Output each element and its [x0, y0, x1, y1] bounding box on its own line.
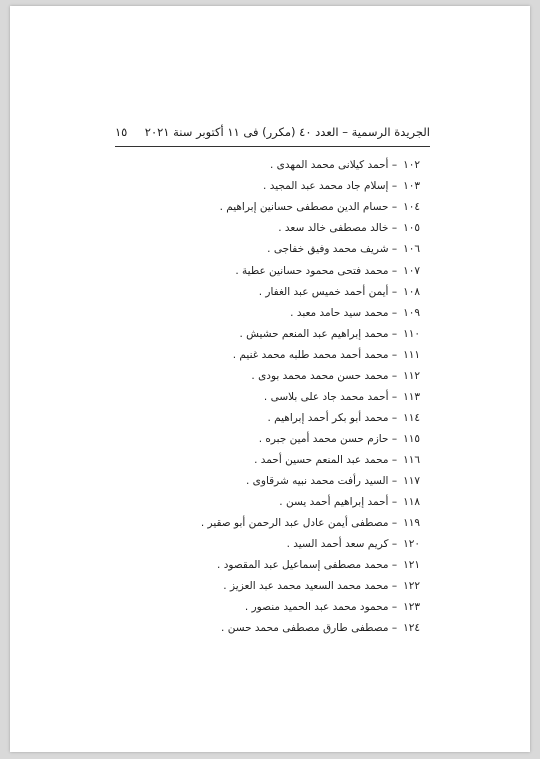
- item-number: ١١٨: [403, 496, 420, 508]
- item-number: ١١٤: [403, 412, 420, 424]
- item-text: – أحمد محمد جاد على بلاسى .: [263, 391, 398, 403]
- item-number: ١٢٣: [403, 601, 420, 613]
- list-item: [270, 157, 420, 173]
- item-text: – كريم سعد أحمد السيد .: [286, 538, 398, 550]
- item-number: ١١٠: [403, 328, 420, 340]
- list-item: [254, 452, 420, 468]
- item-number: ١٢١: [403, 559, 420, 571]
- list-item: [267, 410, 420, 426]
- list-item: [251, 368, 420, 384]
- item-text: – محمد مصطفى إسماعيل عبد المقصود .: [217, 559, 398, 571]
- header-title: الجريدة الرسمية – العدد ٤٠ (مكرر) فى ١١ أكتوبر سنة ٢٠٢١: [144, 125, 430, 139]
- item-text: – محمد عبد المنعم حسين أحمد .: [254, 454, 398, 466]
- list-item: [235, 263, 420, 279]
- item-text: – حسام الدين مصطفى حسانين إبراهيم .: [219, 201, 398, 213]
- item-text: – أيمن أحمد خميس عبد الغفار .: [258, 286, 398, 298]
- item-number: ١١٩: [403, 517, 420, 529]
- item-number: ١١١: [403, 349, 420, 361]
- item-number: ١٠٢: [403, 159, 420, 171]
- names-list: [10, 6, 530, 752]
- list-item: [245, 599, 420, 615]
- list-item: [287, 536, 420, 552]
- item-number: ١٠٥: [403, 222, 420, 234]
- item-text: – محمد محمد السعيد محمد عبد العزيز .: [223, 580, 398, 592]
- list-item: [290, 305, 420, 321]
- item-text: – محمد سيد حامد معبد .: [290, 307, 398, 319]
- list-item: [220, 199, 420, 215]
- item-text: – أحمد إبراهيم أحمد يسن .: [279, 496, 398, 508]
- list-item: [217, 557, 420, 573]
- item-number: ١٢٠: [403, 538, 420, 550]
- item-number: ١١٧: [403, 475, 420, 487]
- item-text: – محمد فتحى محمود حسانين عطية .: [235, 265, 398, 277]
- item-text: – السيد رأفت محمد نبيه شرقاوى .: [246, 475, 398, 487]
- list-item: [233, 347, 420, 363]
- item-number: ١١٥: [403, 433, 420, 445]
- item-number: ١٠٣: [403, 180, 420, 192]
- item-text: – شريف محمد وفيق خفاجى .: [267, 243, 398, 255]
- item-number: ١٢٢: [403, 580, 420, 592]
- item-number: ١١٢: [403, 370, 420, 382]
- item-text: – محمد أبو بكر أحمد إبراهيم .: [267, 412, 398, 424]
- list-item: [259, 284, 420, 300]
- item-text: – مصطفى طارق مصطفى محمد حسن .: [221, 622, 398, 634]
- list-item: [264, 389, 420, 405]
- list-item: [221, 620, 420, 636]
- item-number: ١٠٤: [403, 201, 420, 213]
- list-item: [279, 494, 420, 510]
- list-item: [223, 578, 420, 594]
- item-text: – محمد إبراهيم عبد المنعم حشيش .: [239, 328, 398, 340]
- item-number: ١١٣: [403, 391, 420, 403]
- item-text: – مصطفى أيمن عادل عبد الرحمن أبو صقير .: [200, 517, 398, 529]
- item-number: ١٢٤: [403, 622, 420, 634]
- item-text: – محمود محمد عبد الحميد منصور .: [244, 601, 398, 613]
- document-page: [10, 6, 530, 752]
- list-item: [267, 241, 420, 257]
- item-text: – خالد مصطفى خالد سعد .: [278, 222, 398, 234]
- item-number: ١١٦: [403, 454, 420, 466]
- item-text: – محمد أحمد محمد طلبه محمد غنيم .: [232, 349, 398, 361]
- item-text: – محمد حسن محمد محمد بودى .: [251, 370, 398, 382]
- item-number: ١٠٨: [403, 286, 420, 298]
- list-item: [263, 178, 420, 194]
- item-text: – أحمد كيلانى محمد المهدى .: [269, 159, 398, 171]
- item-text: – حازم حسن محمد أمين جبره .: [258, 433, 398, 445]
- item-text: – إسلام جاد محمد عبد المجيد .: [263, 180, 398, 192]
- list-item: [246, 473, 420, 489]
- list-item: [201, 515, 420, 531]
- item-number: ١٠٦: [403, 243, 420, 255]
- list-item: [239, 326, 420, 342]
- item-number: ١٠٩: [403, 307, 420, 319]
- page-number: ١٥: [115, 125, 128, 139]
- list-item: [278, 220, 420, 236]
- item-number: ١٠٧: [403, 265, 420, 277]
- list-item: [259, 431, 420, 447]
